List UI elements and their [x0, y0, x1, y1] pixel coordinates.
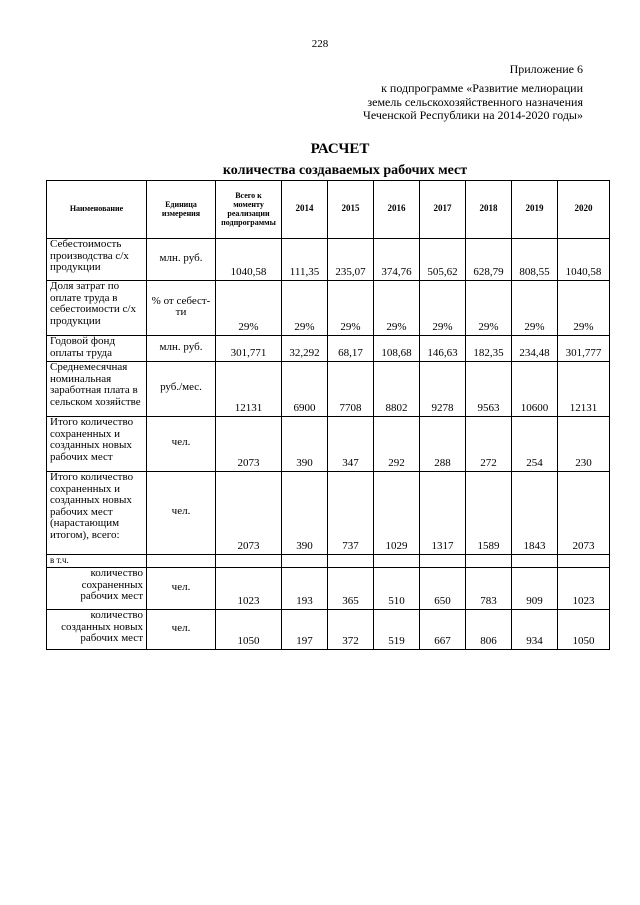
unit-cell: млн. руб.: [147, 336, 216, 362]
row-name-cell: Годовой фонд оплаты труда: [47, 336, 147, 362]
value-cell: 505,62: [420, 239, 466, 281]
value-cell: 8802: [374, 362, 420, 417]
value-cell: 390: [282, 417, 328, 472]
column-header-year: 2016: [374, 181, 420, 239]
value-cell: 197: [282, 610, 328, 650]
value-cell: 1029: [374, 472, 420, 555]
value-cell: 1843: [512, 472, 558, 555]
subheader-cell: в т.ч.: [47, 555, 147, 568]
value-cell: 1023: [558, 568, 610, 610]
value-cell: 29%: [466, 281, 512, 336]
value-cell: 29%: [282, 281, 328, 336]
table-row: [47, 239, 610, 281]
subprogram-line: земель сельскохозяйственного назначения: [367, 94, 583, 109]
appendix-label: Приложение 6: [509, 62, 583, 76]
value-cell: 32,292: [282, 336, 328, 362]
value-cell: 374,76: [374, 239, 420, 281]
value-cell: 108,68: [374, 336, 420, 362]
value-cell: 806: [466, 610, 512, 650]
value-cell: 234,48: [512, 336, 558, 362]
value-cell: 1589: [466, 472, 512, 555]
row-name-cell: Итого количество сохраненных и созданных новых рабочих мест (нарастающим итогом), всего:: [47, 472, 147, 555]
value-cell: 111,35: [282, 239, 328, 281]
table-row: [47, 362, 610, 417]
value-cell: 737: [328, 472, 374, 555]
empty-cell: [466, 555, 512, 568]
value-cell: 9563: [466, 362, 512, 417]
row-name-cell: Себестоимость производства с/х продукции: [47, 239, 147, 281]
value-cell: 230: [558, 417, 610, 472]
value-cell: 6900: [282, 362, 328, 417]
value-cell: 365: [328, 568, 374, 610]
table-row: [47, 417, 610, 472]
value-cell: 510: [374, 568, 420, 610]
row-name-cell: количество сохраненных рабочих мест: [47, 568, 147, 610]
unit-cell: руб./мес.: [147, 362, 216, 417]
value-cell: 7708: [328, 362, 374, 417]
empty-cell: [420, 555, 466, 568]
empty-cell: [328, 555, 374, 568]
row-name-cell: Итого количество сохраненных и созданных новых рабочих мест: [47, 417, 147, 472]
value-cell: 272: [466, 417, 512, 472]
unit-cell: чел.: [147, 417, 216, 472]
subprogram-reference: [363, 82, 583, 123]
document-subtitle: количества создаваемых рабочих мест: [222, 163, 468, 178]
value-cell: 235,07: [328, 239, 374, 281]
table-row: [47, 568, 610, 610]
row-name-cell: Среднемесячная номинальная заработная плата в сельском хозяйстве: [47, 362, 147, 417]
value-cell: 650: [420, 568, 466, 610]
column-header-year: 2015: [328, 181, 374, 239]
subprogram-line: к подпрограмме «Развитие мелиорации: [381, 81, 583, 95]
table-row: [47, 610, 610, 650]
value-cell: 808,55: [512, 239, 558, 281]
column-header-year: 2017: [420, 181, 466, 239]
value-cell: 1050: [558, 610, 610, 650]
empty-cell: [216, 555, 282, 568]
value-cell: 909: [512, 568, 558, 610]
subprogram-line: Чеченской Республики на 2014-2020 годы»: [363, 108, 583, 122]
row-name-cell: Доля затрат по оплате труда в себестоимости с/х продукции: [47, 281, 147, 336]
value-cell: 29%: [512, 281, 558, 336]
column-header-year: 2019: [512, 181, 558, 239]
value-cell: 9278: [420, 362, 466, 417]
calculation-table: [46, 180, 610, 650]
empty-cell: [558, 555, 610, 568]
value-cell: 372: [328, 610, 374, 650]
value-cell: 783: [466, 568, 512, 610]
value-cell: 519: [374, 610, 420, 650]
value-cell: 29%: [216, 281, 282, 336]
value-cell: 292: [374, 417, 420, 472]
value-cell: 193: [282, 568, 328, 610]
table-header-row: [47, 181, 610, 239]
table-row: [47, 336, 610, 362]
value-cell: 12131: [216, 362, 282, 417]
empty-cell: [512, 555, 558, 568]
unit-cell: чел.: [147, 472, 216, 555]
column-header-year: 2020: [558, 181, 610, 239]
value-cell: 288: [420, 417, 466, 472]
value-cell: 301,771: [216, 336, 282, 362]
empty-cell: [282, 555, 328, 568]
value-cell: 29%: [420, 281, 466, 336]
value-cell: 667: [420, 610, 466, 650]
value-cell: 390: [282, 472, 328, 555]
value-cell: 1040,58: [216, 239, 282, 281]
column-header-total: Всего к моменту реализации подпрограммы: [216, 181, 282, 239]
table-row: [47, 472, 610, 555]
value-cell: 29%: [374, 281, 420, 336]
row-name-cell: количество созданных новых рабочих мест: [47, 610, 147, 650]
value-cell: 301,777: [558, 336, 610, 362]
value-cell: 628,79: [466, 239, 512, 281]
column-header-year: 2014: [282, 181, 328, 239]
value-cell: 182,35: [466, 336, 512, 362]
unit-cell: млн. руб.: [147, 239, 216, 281]
value-cell: 12131: [558, 362, 610, 417]
unit-cell: % от себест-ти: [147, 281, 216, 336]
page-number: 228: [311, 38, 329, 50]
value-cell: 1040,58: [558, 239, 610, 281]
value-cell: 2073: [216, 417, 282, 472]
value-cell: 10600: [512, 362, 558, 417]
document-title: РАСЧЕТ: [310, 141, 370, 157]
value-cell: 1317: [420, 472, 466, 555]
value-cell: 934: [512, 610, 558, 650]
empty-cell: [374, 555, 420, 568]
unit-cell: чел.: [147, 610, 216, 650]
value-cell: 29%: [558, 281, 610, 336]
subheader-row: [47, 555, 610, 568]
value-cell: 254: [512, 417, 558, 472]
value-cell: 146,63: [420, 336, 466, 362]
column-header-year: 2018: [466, 181, 512, 239]
column-header-unit: Единица измерения: [147, 181, 216, 239]
value-cell: 1050: [216, 610, 282, 650]
value-cell: 2073: [558, 472, 610, 555]
empty-cell: [147, 555, 216, 568]
table-row: [47, 281, 610, 336]
unit-cell: чел.: [147, 568, 216, 610]
value-cell: 1023: [216, 568, 282, 610]
value-cell: 2073: [216, 472, 282, 555]
column-header-name: Наименование: [47, 181, 147, 239]
value-cell: 29%: [328, 281, 374, 336]
value-cell: 347: [328, 417, 374, 472]
value-cell: 68,17: [328, 336, 374, 362]
